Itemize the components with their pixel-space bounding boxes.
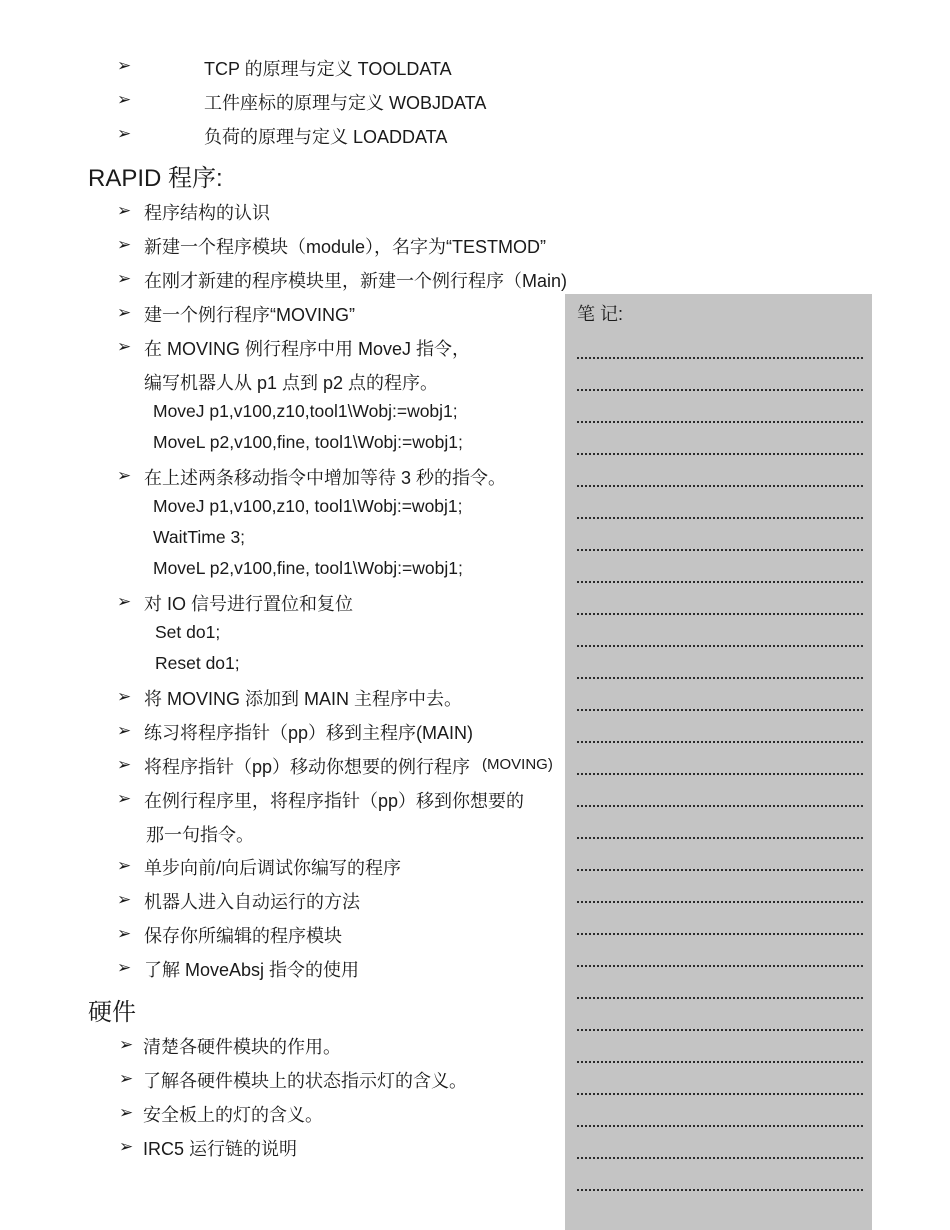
list-item: 在例行程序里，将程序指针（pp）移到你想要的 <box>144 791 525 811</box>
list-item: 清楚各硬件模块的作用。 <box>143 1037 341 1057</box>
bullet-icon: ➢ <box>117 269 132 288</box>
note-line <box>577 1123 863 1127</box>
bullet-icon: ➢ <box>117 56 132 75</box>
note-line <box>577 995 863 999</box>
note-line <box>577 1155 863 1159</box>
list-item: 将 MOVING 添加到 MAIN 主程序中去。 <box>144 689 463 709</box>
list-item: 在 MOVING 例行程序中用 MoveJ 指令， <box>144 339 471 359</box>
note-line <box>577 515 863 519</box>
note-line <box>577 867 863 871</box>
code-line: Set do1; <box>155 622 221 642</box>
list-item: 机器人进入自动运行的方法 <box>144 892 360 912</box>
code-line: WaitTime 3; <box>153 527 246 547</box>
bullet-icon: ➢ <box>119 1103 134 1122</box>
note-line <box>577 707 863 711</box>
bullet-icon: ➢ <box>119 1069 134 1088</box>
note-line <box>577 1091 863 1095</box>
list-item: 在上述两条移动指令中增加等待 3 秒的指令。 <box>144 468 507 488</box>
note-line <box>577 931 863 935</box>
note-line <box>577 547 863 551</box>
code-line: Reset do1; <box>155 653 240 673</box>
note-line <box>577 1187 863 1191</box>
bullet-icon: ➢ <box>117 337 132 356</box>
code-line: MoveL p2,v100,fine, tool1\Wobj:=wobj1; <box>153 432 463 452</box>
bullet-icon: ➢ <box>117 90 132 109</box>
bullet-icon: ➢ <box>117 592 132 611</box>
bullet-icon: ➢ <box>117 721 132 740</box>
bullet-icon: ➢ <box>119 1137 134 1156</box>
list-item: 练习将程序指针（pp）移到主程序(MAIN) <box>144 723 474 743</box>
code-line: MoveJ p1,v100,z10, tool1\Wobj:=wobj1; <box>153 496 463 516</box>
note-line <box>577 1027 863 1031</box>
intro-item: 工件座标的原理与定义 WOBJDATA <box>204 93 487 113</box>
bullet-icon: ➢ <box>117 890 132 909</box>
list-item-suffix: (MOVING) <box>482 756 553 773</box>
note-line <box>577 835 863 839</box>
bullet-icon: ➢ <box>117 789 132 808</box>
list-item-continuation: 那一句指令。 <box>146 825 254 845</box>
bullet-icon: ➢ <box>117 201 132 220</box>
note-line <box>577 771 863 775</box>
note-line <box>577 579 863 583</box>
note-line <box>577 739 863 743</box>
section-heading-hardware: 硬件 <box>88 999 136 1026</box>
code-line: MoveJ p1,v100,z10,tool1\Wobj:=wobj1; <box>153 401 458 421</box>
intro-item: 负荷的原理与定义 LOADDATA <box>204 127 448 147</box>
note-line <box>577 387 863 391</box>
bullet-icon: ➢ <box>117 856 132 875</box>
list-item: 在刚才新建的程序模块里，新建一个例行程序（Main) <box>144 271 568 291</box>
note-line <box>577 419 863 423</box>
bullet-icon: ➢ <box>119 1035 134 1054</box>
list-item: 程序结构的认识 <box>144 203 270 223</box>
note-line <box>577 483 863 487</box>
note-line <box>577 611 863 615</box>
list-item: 建一个例行程序“MOVING” <box>144 305 355 325</box>
list-item: IRC5 运行链的说明 <box>143 1139 298 1159</box>
bullet-icon: ➢ <box>117 924 132 943</box>
list-item: 了解 MoveAbsj 指令的使用 <box>144 960 360 980</box>
list-item: 保存你所编辑的程序模块 <box>144 926 342 946</box>
intro-item: TCP 的原理与定义 TOOLDATA <box>204 59 452 79</box>
note-line <box>577 355 863 359</box>
bullet-icon: ➢ <box>117 755 132 774</box>
list-item: 新建一个程序模块（module），名字为“TESTMOD” <box>144 237 547 257</box>
list-item-continuation: 编写机器人从 p1 点到 p2 点的程序。 <box>144 373 439 393</box>
bullet-icon: ➢ <box>117 235 132 254</box>
note-line <box>577 1059 863 1063</box>
bullet-icon: ➢ <box>117 466 132 485</box>
note-line <box>577 963 863 967</box>
bullet-icon: ➢ <box>117 687 132 706</box>
list-item: 了解各硬件模块上的状态指示灯的含义。 <box>143 1071 467 1091</box>
notes-panel <box>565 294 872 1230</box>
notes-title: 笔 记: <box>577 304 624 324</box>
list-item: 对 IO 信号进行置位和复位 <box>144 594 354 614</box>
note-line <box>577 451 863 455</box>
bullet-icon: ➢ <box>117 958 132 977</box>
list-item: 将程序指针（pp）移动你想要的例行程序 <box>144 757 471 777</box>
section-heading-rapid: RAPID 程序: <box>88 165 223 192</box>
list-item: 单步向前/向后调试你编写的程序 <box>144 858 401 878</box>
note-line <box>577 803 863 807</box>
note-line <box>577 899 863 903</box>
bullet-icon: ➢ <box>117 124 132 143</box>
list-item: 安全板上的灯的含义。 <box>143 1105 323 1125</box>
note-line <box>577 643 863 647</box>
note-line <box>577 675 863 679</box>
code-line: MoveL p2,v100,fine, tool1\Wobj:=wobj1; <box>153 558 463 578</box>
bullet-icon: ➢ <box>117 303 132 322</box>
